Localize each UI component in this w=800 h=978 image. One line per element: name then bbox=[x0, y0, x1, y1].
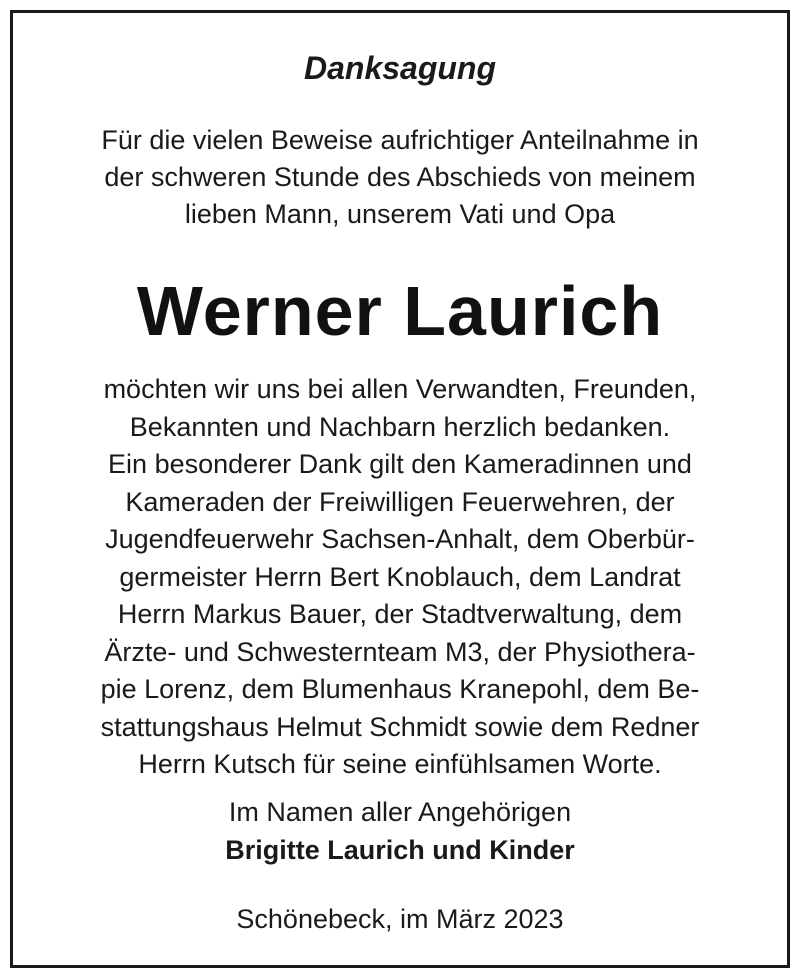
thanks-line: stattungshaus Helmut Schmidt sowie dem Redner bbox=[100, 711, 700, 742]
intro-line: der schweren Stunde des Abschieds von meinem bbox=[104, 162, 696, 192]
intro-paragraph bbox=[33, 122, 767, 233]
thanks-line: pie Lorenz, dem Blumenhaus Kranepohl, dem Be- bbox=[100, 674, 700, 704]
thanks-line: Jugendfeuerwehr Sachsen-Anhalt, dem Oberbür- bbox=[105, 524, 695, 554]
intro-line: Für die vielen Beweise aufrichtiger Anteilnahme in bbox=[101, 125, 699, 155]
place-date: Schönebeck, im März 2023 bbox=[236, 904, 564, 934]
thanks-line: Herrn Kutsch für seine einfühlsamen Worte. bbox=[138, 749, 662, 779]
thanks-line: Bekannten und Nachbarn herzlich bedanken. bbox=[129, 411, 671, 442]
intro-line: lieben Mann, unserem Vati und Opa bbox=[184, 199, 616, 229]
notice-border bbox=[10, 10, 790, 968]
notice-content bbox=[13, 13, 787, 965]
thanks-paragraph bbox=[33, 371, 767, 784]
thanks-line: Ärzte- und Schwesternteam M3, der Physiothera- bbox=[104, 636, 696, 667]
thanks-line: germeister Herrn Bert Knoblauch, dem Landrat bbox=[119, 561, 681, 592]
thanks-line: Kameraden der Freiwilligen Feuerwehren, der bbox=[125, 486, 675, 517]
notice-heading: Danksagung bbox=[303, 50, 497, 86]
signoff-block bbox=[13, 793, 787, 869]
signoff-line: Im Namen aller Angehörigen bbox=[228, 797, 572, 827]
signatories: Brigitte Laurich und Kinder bbox=[225, 835, 575, 865]
thanks-line: Herrn Markus Bauer, der Stadtverwaltung, dem bbox=[117, 599, 683, 629]
thanks-line: Ein besonderer Dank gilt den Kameradinnen und bbox=[108, 449, 692, 479]
deceased-name: Werner Laurich bbox=[136, 272, 664, 350]
thanks-line: möchten wir uns bei allen Verwandten, Freunden, bbox=[103, 374, 697, 404]
